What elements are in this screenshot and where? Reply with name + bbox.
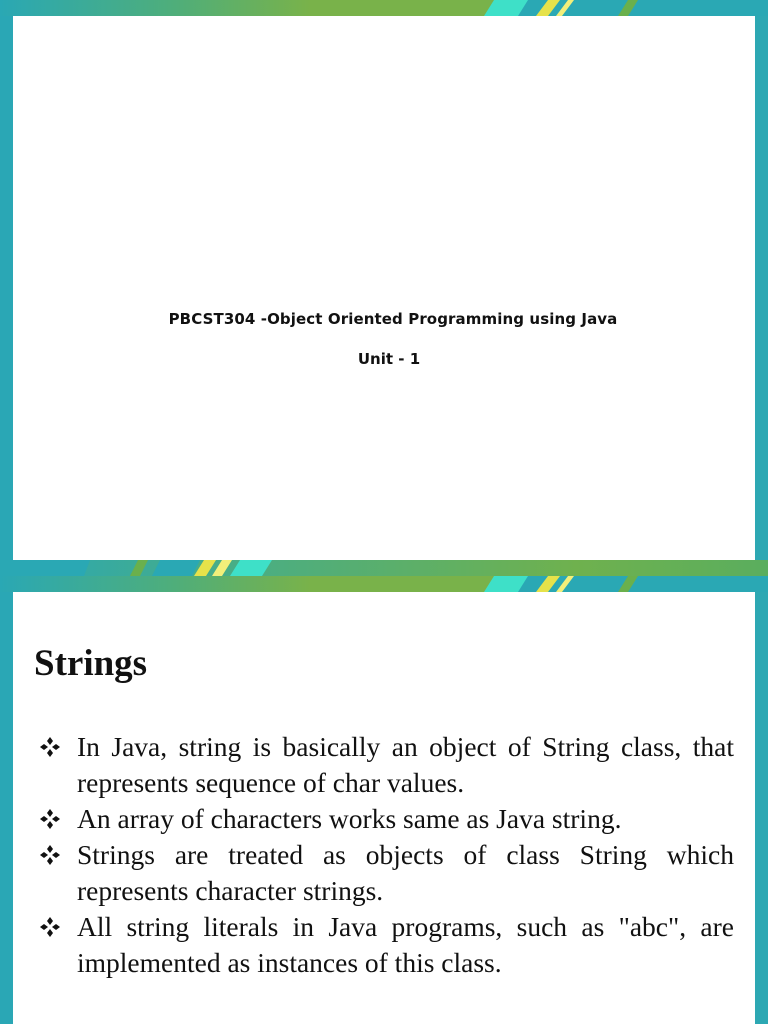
title-block [13, 310, 755, 368]
top-decorative-band [0, 576, 768, 592]
unit-label: Unit - 1 [357, 350, 421, 368]
bullet-item [38, 909, 734, 981]
bullet-text: Strings are treated as objects of class String which represents character strings. [77, 839, 734, 906]
bottom-decorative-band [0, 560, 768, 576]
bullet-item [38, 801, 734, 837]
bullet-text: An array of characters works same as Java string. [77, 803, 622, 834]
slide-canvas [13, 16, 755, 560]
bullet-text: In Java, string is basically an object of String class, that represents sequence of char values. [77, 731, 734, 798]
bullet-list [38, 729, 734, 981]
bullet-text: All string literals in Java programs, such as "abc", are implemented as instances of this class. [77, 911, 734, 978]
bullet-item [38, 729, 734, 801]
diamond-four-dots-icon [38, 843, 62, 867]
top-decorative-band [0, 0, 768, 16]
diamond-four-dots-icon [38, 915, 62, 939]
content-slide [0, 576, 768, 1024]
diamond-four-dots-icon [38, 807, 62, 831]
bullet-item [38, 837, 734, 909]
section-heading: Strings [34, 643, 148, 684]
course-title: PBCST304 -Object Oriented Programming using Java [168, 310, 618, 328]
slide-canvas [13, 592, 755, 1024]
diamond-four-dots-icon [38, 735, 62, 759]
